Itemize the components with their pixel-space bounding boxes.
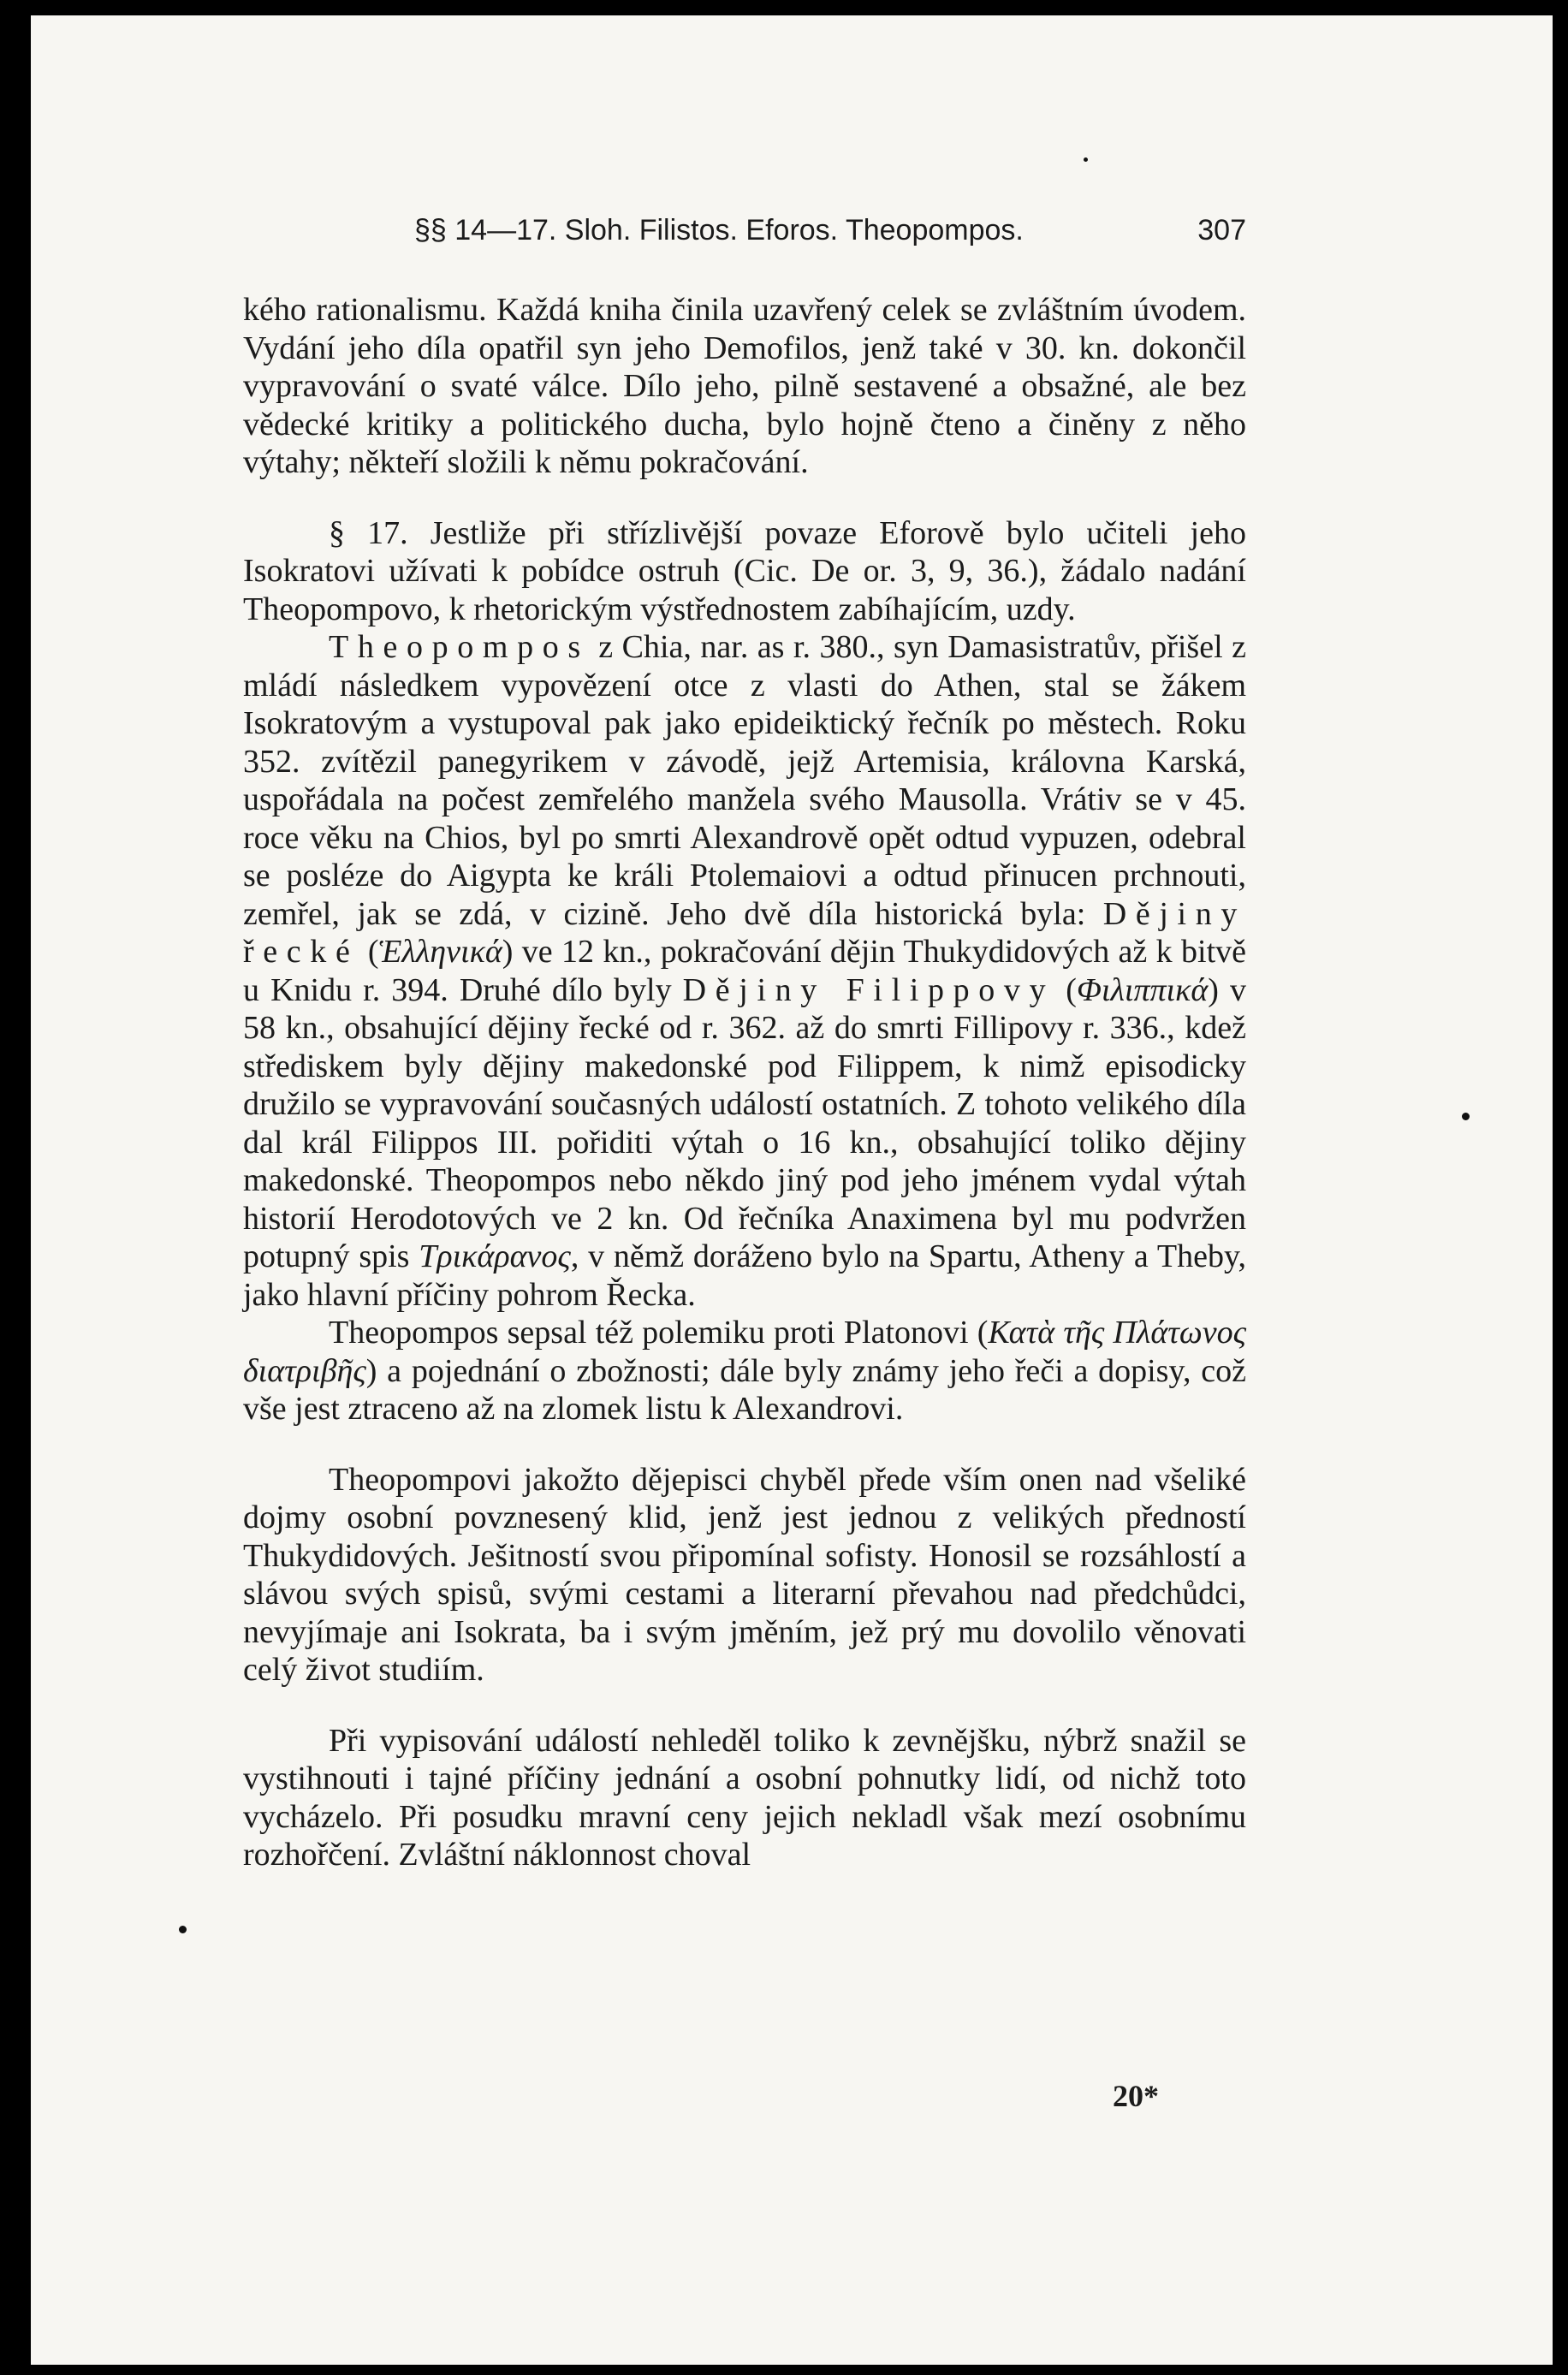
paragraph xyxy=(243,1314,1246,1428)
paragraph-text: ) a pojednání o zbožnosti; dále byly známy jeho řeči a dopisy, což vše jest ztraceno až na zlomek listu k Alexandrovi. xyxy=(243,1352,1246,1427)
greek-title: Φιλιππικά xyxy=(1076,971,1209,1008)
paragraph-text: ( xyxy=(359,934,379,970)
speck-mark xyxy=(1084,157,1088,162)
margin-dot xyxy=(179,1926,187,1933)
paragraph-text: ) ve 12 kn., pokračování dějin Thukydidových až k bitvě u Knidu r. 394. Druhé dílo byly xyxy=(243,934,1246,1008)
paragraph-text: ) v 58 kn., obsahující dějiny řecké od r. 362. až do smrti Fillipovy r. 336., kdež střediskem byly dějiny makedonské pod Filippem, k nimž episodicky družilo se vypravování současných událostí ostatních. Z tohoto velikého díla dal král Filippos III. pořiditi výtah o 16 kn., obsahující toliko dějiny makedonské. Theopompos nebo někdo jiný pod jeho jménem vydal výtah historií Herodotových ve 2 kn. Od řečníka Anaximena byl mu podvržen potupný spis xyxy=(243,971,1247,1274)
running-header xyxy=(243,214,1246,253)
signature-mark: 20* xyxy=(1113,2079,1159,2113)
header-title: §§ 14—17. Sloh. Filistos. Eforos. Theopompos. xyxy=(414,214,1024,246)
spaced-name: Theopompos xyxy=(329,629,590,665)
paragraph xyxy=(243,628,1246,1314)
work-title: Dějiny Filippovy xyxy=(682,971,1055,1008)
paragraph-text: kého rationalismu. Každá kniha činila uzavřený celek se zvláštním úvodem. Vydání jeho díla opatřil syn jeho Demofilos, jenž také v 30. kn. dokončil vypravování o svaté válce. Dílo jeho, pilně sestavené a obsažné, ale bez vědecké kritiky a politického ducha, bylo hojně čteno a činěny z něho výtahy; někteří složili k němu pokračování. xyxy=(243,292,1246,480)
paragraph-text: Při vypisování událostí nehleděl toliko k zevnějšku, nýbrž snažil se vystihnouti i tajné příčiny jednání a osobní pohnutky lidí, od nichž toto vycházelo. Při posudku mravní ceny jejich nekladl však mezí osobnímu rozhořčení. Zvláštní náklonnost choval xyxy=(243,1722,1246,1873)
greek-title: Τρικάρανος xyxy=(419,1238,571,1274)
paragraph-text: Theopompos sepsal též polemiku proti Platonovi ( xyxy=(329,1315,989,1351)
paragraph xyxy=(243,1722,1246,1874)
paragraph-text: ( xyxy=(1054,971,1077,1008)
body-text xyxy=(243,291,1246,1874)
work-title: Dějiny řecké xyxy=(243,895,1246,970)
paragraph xyxy=(243,1461,1246,1689)
page-number: 307 xyxy=(1197,214,1246,246)
paragraph xyxy=(243,514,1246,629)
greek-title: Ἑλληνικά xyxy=(378,934,502,970)
paragraph-text: Theopompovi jakožto dějepisci chyběl přede vším onen nad všeliké dojmy osobní povznesený klid, jenž jest jednou z velikých předností Thukydidových. Ješitností svou připomínal sofisty. Honosil se rozsáhlostí a slávou svých spisů, svými cestami a literarní převahou nad předchůdci, nevyjímaje ani Isokrata, ba i svým jměním, jež prý mu dovolilo věnovati celý život studiím. xyxy=(243,1461,1246,1688)
greek-title: Κατὰ τῆς Πλάτωνος διατριβῆς xyxy=(243,1315,1246,1389)
paragraph-text: , v němž doráženo bylo na Spartu, Atheny a Theby, jako hlavní příčiny pohrom Řecka. xyxy=(243,1238,1246,1313)
paragraph-text: z Chia, nar. as r. 380., syn Damasistratův, přišel z mládí následkem vypovězení otce z vlasti do Athen, stal se žákem Isokratovým a vystupoval pak jako epideiktický řečník po městech. Roku 352. zvítězil panegyrikem v závodě, jejž Artemisia, královna Karská, uspořádala na počest zemřelého manžela svého Mausolla. Vrátiv se v 45. roce věku na Chios, byl po smrti Alexandrově opět odtud vypuzen, odebral se posléze do Aigypta ke králi Ptolemaiovi a odtud přinucen prchnouti, zemřel, jak se zdá, v cizině. Jeho dvě díla historická byla: xyxy=(243,629,1246,932)
paragraph xyxy=(243,291,1246,482)
margin-dot xyxy=(1462,1113,1470,1120)
paragraph-text: § 17. Jestliže při střízlivější povaze Eforově bylo učiteli jeho Isokratovi užívati k pobídce ostruh (Cic. De or. 3, 9, 36.), žádalo nadání Theopompovo, k rhetorickým výstřednostem zabíhajícím, uzdy. xyxy=(243,514,1246,627)
